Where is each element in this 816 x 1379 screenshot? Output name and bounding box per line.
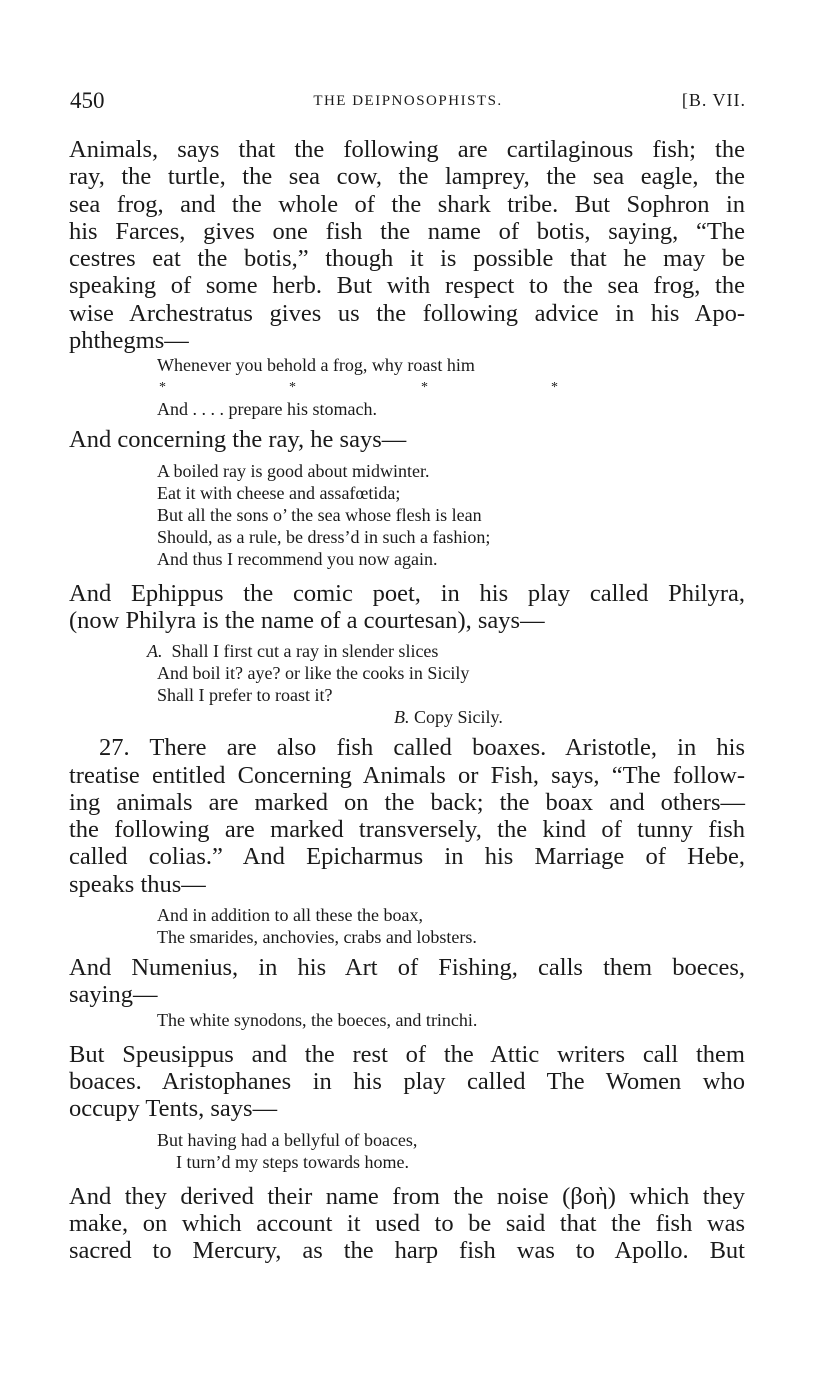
verse-boax	[69, 904, 745, 948]
verse-line: But all the sons o’ the sea whose flesh is lean	[157, 504, 482, 525]
verse-frog	[69, 354, 745, 420]
verse-line: Whenever you behold a frog, why roast him	[157, 355, 475, 376]
text-line: the following are marked transversely, the kind of tunny fish	[69, 816, 745, 844]
verse-line: But having had a bellyful of boaces,	[157, 1129, 418, 1150]
text-line: saying—	[69, 981, 158, 1009]
speaker-b: B.	[394, 707, 410, 728]
text-line: ing animals are marked on the back; the boax and others—	[69, 788, 745, 816]
text-line: And Numenius, in his Art of Fishing, calls them boeces,	[69, 954, 745, 982]
text-line: (now Philyra is the name of a courtesan), says—	[69, 606, 545, 634]
text-line: speaks thus—	[69, 870, 206, 898]
paragraph-numenius	[69, 954, 745, 1009]
text-line: And Ephippus the comic poet, in his play called Philyra,	[69, 579, 745, 607]
asterisk: *	[159, 380, 166, 396]
paragraph-ephippus	[69, 580, 745, 635]
text-line: his Farces, gives one fish the name of botis, saying, “The	[69, 217, 745, 245]
page-header	[70, 88, 746, 122]
verse-line: Should, as a rule, be dress’d in such a fashion;	[157, 526, 491, 547]
verse-ray	[69, 460, 745, 570]
text-line: cestres eat the botis,” though it is possible that he may be	[69, 245, 745, 273]
running-title: THE DEIPNOSOPHISTS.	[313, 93, 503, 109]
text-line: called colias.” And Epicharmus in his Marriage of Hebe,	[69, 843, 745, 871]
verse-line: A. Shall I first cut a ray in slender slices	[147, 641, 439, 662]
text-line: occupy Tents, says—	[69, 1095, 278, 1123]
paragraph-ray: And concerning the ray, he says—	[69, 426, 407, 454]
verse-line: And thus I recommend you now again.	[157, 548, 438, 569]
paragraph-speusippus	[69, 1041, 745, 1123]
text-line: make, on which account it used to be said that the fish was	[69, 1209, 745, 1237]
omission-stars	[69, 376, 745, 398]
verse-boaces	[69, 1129, 745, 1173]
paragraph-boaxes	[69, 734, 745, 898]
verse-line: B. Copy Sicily.	[394, 707, 503, 728]
text-line: speaking of some herb. But with respect to the sea frog, the	[69, 272, 745, 300]
text-line: But Speusippus and the rest of the Attic writers call them	[69, 1040, 745, 1068]
dialogue-verse	[69, 640, 745, 728]
verse-synodons: The white synodons, the boeces, and trinchi.	[157, 1009, 478, 1030]
book-marker: [B. VII.	[681, 90, 746, 110]
text-line: phthegms—	[69, 327, 189, 355]
asterisk: *	[289, 380, 296, 396]
text-line: sea frog, and the whole of the shark tribe. But Sophron in	[69, 190, 745, 218]
text-line: sacred to Mercury, as the harp fish was to Apollo. But	[69, 1237, 745, 1265]
text-line: And they derived their name from the noise (βοὴ) which they	[69, 1182, 745, 1210]
text-line: ray, the turtle, the sea cow, the lamprey, the sea eagle, the	[69, 163, 745, 191]
verse-line: Shall I prefer to roast it?	[157, 685, 333, 706]
paragraph-name-origin	[69, 1183, 745, 1265]
paragraph-animals	[69, 136, 745, 354]
verse-line: And in addition to all these the boax,	[157, 905, 423, 926]
asterisk: *	[421, 380, 428, 396]
verse-line: Eat it with cheese and assafœtida;	[157, 482, 401, 503]
verse-line: And boil it? aye? or like the cooks in Sicily	[157, 663, 470, 684]
text-line: wise Archestratus gives us the following advice in his Apo-	[69, 299, 745, 327]
speaker-a: A.	[147, 641, 163, 662]
verse-line: A boiled ray is good about midwinter.	[157, 460, 430, 481]
text-line: Animals, says that the following are cartilaginous fish; the	[69, 136, 745, 163]
verse-line: I turn’d my steps towards home.	[176, 1151, 409, 1172]
text-line: boaces. Aristophanes in his play called The Women who	[69, 1067, 745, 1095]
text-line: 27. There are also fish called boaxes. Aristotle, in his	[99, 734, 745, 762]
asterisk: *	[551, 380, 558, 396]
text-line: treatise entitled Concerning Animals or Fish, says, “The follow-	[69, 761, 745, 789]
verse-line: The smarides, anchovies, crabs and lobsters.	[157, 927, 477, 948]
page-body	[69, 136, 745, 1264]
page-number: 450	[70, 88, 105, 113]
verse-line: And . . . . prepare his stomach.	[157, 399, 377, 420]
